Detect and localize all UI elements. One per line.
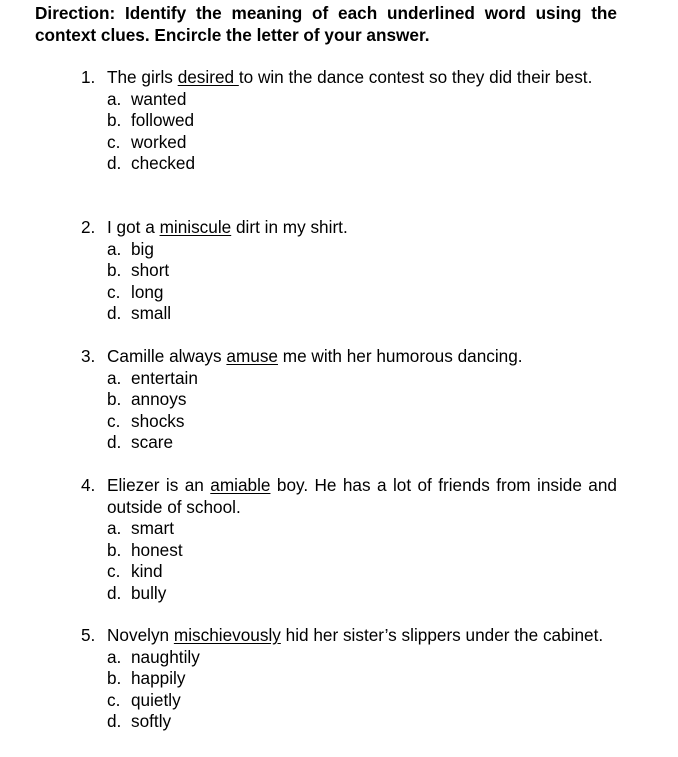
choice-a[interactable] xyxy=(107,518,617,540)
choice-letter: b. xyxy=(107,110,122,130)
choice-text: long xyxy=(131,281,164,302)
direction-text: Direction: Identify the meaning of each underlined word using the context clues. Encircle the letter of your answer. xyxy=(35,3,617,45)
stem-before: The girls xyxy=(107,67,178,87)
answer-choices xyxy=(107,239,617,325)
choice-b[interactable] xyxy=(107,540,617,562)
question-stem xyxy=(81,67,617,89)
question-stem xyxy=(81,346,617,368)
choice-c[interactable] xyxy=(107,561,617,583)
choice-text: worked xyxy=(131,131,187,152)
underlined-word: desired xyxy=(177,67,239,87)
choice-text: followed xyxy=(131,110,195,130)
stem-after: to win the dance contest so they did their best. xyxy=(238,67,593,87)
choice-text: smart xyxy=(131,518,174,538)
choice-letter: c. xyxy=(107,561,121,581)
choice-text: quietly xyxy=(131,689,181,710)
answer-choices xyxy=(107,647,617,733)
choice-letter: d. xyxy=(107,303,122,323)
choice-a[interactable] xyxy=(107,239,617,261)
choice-letter: b. xyxy=(107,668,122,688)
question-text xyxy=(107,475,617,518)
underlined-word: miniscule xyxy=(159,217,232,237)
choice-letter: d. xyxy=(107,582,122,603)
underlined-word: amiable xyxy=(210,475,271,495)
choice-text: naughtily xyxy=(131,646,200,667)
choice-letter: a. xyxy=(107,88,122,109)
choice-c[interactable] xyxy=(107,132,617,154)
choice-text: short xyxy=(131,260,170,280)
underlined-word: amuse xyxy=(226,346,278,366)
stem-after: me with her humorous dancing. xyxy=(277,346,523,366)
choice-letter: b. xyxy=(107,539,122,560)
choice-text: checked xyxy=(131,153,196,173)
question-text xyxy=(107,346,617,368)
question-4 xyxy=(81,475,617,604)
choice-text: annoys xyxy=(131,389,187,409)
choice-text: softly xyxy=(131,711,172,731)
choice-d[interactable] xyxy=(107,153,617,175)
choice-letter: b. xyxy=(107,389,122,409)
choice-c[interactable] xyxy=(107,411,617,433)
choice-text: honest xyxy=(131,539,183,560)
answer-choices xyxy=(107,518,617,604)
choice-b[interactable] xyxy=(107,260,617,282)
choice-letter: c. xyxy=(107,281,121,302)
stem-after: hid her sister’s slippers under the cabinet. xyxy=(280,625,604,645)
choice-text: scare xyxy=(131,432,174,452)
choice-letter: a. xyxy=(107,518,122,538)
question-number: 3. xyxy=(81,346,96,366)
choice-d[interactable] xyxy=(107,583,617,605)
stem-before: Camille always xyxy=(107,346,227,366)
choice-letter: d. xyxy=(107,153,122,173)
question-number: 2. xyxy=(81,217,96,237)
choice-d[interactable] xyxy=(107,711,617,733)
stem-after: boy. He has a lot of friends from inside and outside of school. xyxy=(107,475,617,517)
choice-c[interactable] xyxy=(107,282,617,304)
question-1 xyxy=(81,67,617,175)
choice-letter: a. xyxy=(107,238,122,259)
choice-text: bully xyxy=(131,582,167,603)
question-stem xyxy=(81,625,617,647)
stem-before: Novelyn xyxy=(107,625,174,645)
question-stem xyxy=(81,217,617,239)
choice-c[interactable] xyxy=(107,690,617,712)
choice-d[interactable] xyxy=(107,303,617,325)
choice-letter: a. xyxy=(107,367,122,388)
choice-text: small xyxy=(131,303,172,323)
question-3 xyxy=(81,346,617,454)
question-text xyxy=(107,67,617,89)
choice-letter: c. xyxy=(107,410,121,431)
choice-text: shocks xyxy=(131,410,185,431)
question-2 xyxy=(81,217,617,325)
choice-b[interactable] xyxy=(107,389,617,411)
stem-before: I got a xyxy=(107,217,160,237)
question-5 xyxy=(81,625,617,733)
choice-text: big xyxy=(131,238,154,259)
choice-letter: b. xyxy=(107,260,122,280)
choice-text: happily xyxy=(131,668,186,688)
choice-letter: c. xyxy=(107,131,121,152)
choice-a[interactable] xyxy=(107,89,617,111)
choice-letter: c. xyxy=(107,689,121,710)
answer-choices xyxy=(107,89,617,175)
question-number: 5. xyxy=(81,625,96,645)
choice-a[interactable] xyxy=(107,368,617,390)
stem-before: Eliezer is an xyxy=(107,475,211,495)
question-number: 1. xyxy=(81,67,96,87)
question-number: 4. xyxy=(81,475,96,495)
choice-letter: d. xyxy=(107,432,122,452)
choice-b[interactable] xyxy=(107,668,617,690)
stem-after: dirt in my shirt. xyxy=(231,217,348,237)
choice-letter: a. xyxy=(107,646,122,667)
choice-text: entertain xyxy=(131,367,198,388)
choice-d[interactable] xyxy=(107,432,617,454)
choice-letter: d. xyxy=(107,711,122,731)
choice-text: kind xyxy=(131,561,163,581)
answer-choices xyxy=(107,368,617,454)
choice-a[interactable] xyxy=(107,647,617,669)
question-text xyxy=(107,217,617,239)
question-text xyxy=(107,625,617,647)
choice-text: wanted xyxy=(131,88,187,109)
choice-b[interactable] xyxy=(107,110,617,132)
question-stem xyxy=(81,475,617,518)
underlined-word: mischievously xyxy=(173,625,281,645)
